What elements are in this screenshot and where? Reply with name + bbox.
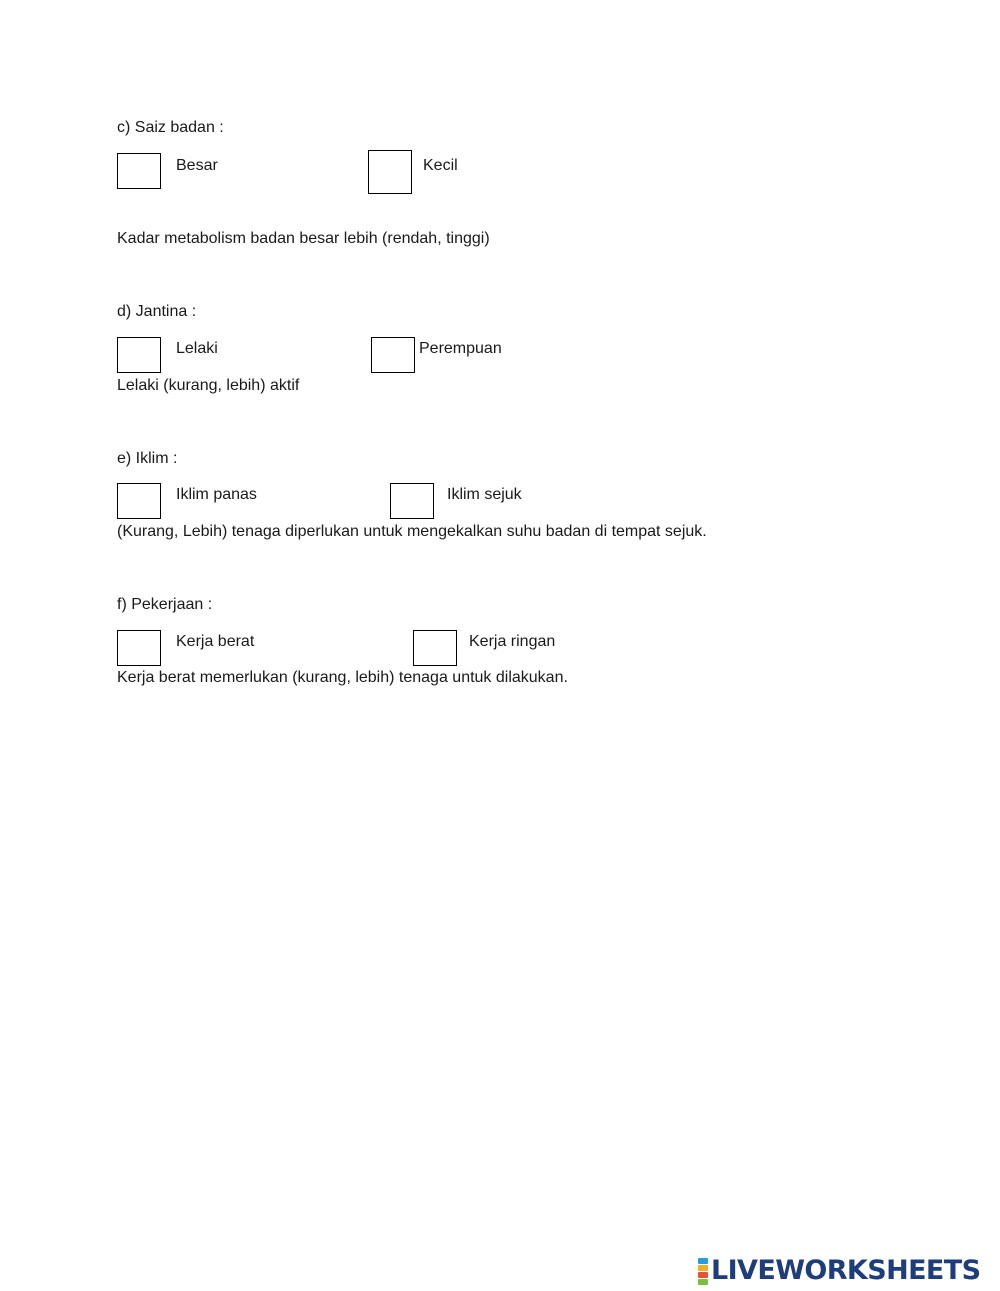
option-kerja-ringan-label: Kerja ringan [469,633,556,650]
checkbox-kerja-berat[interactable] [117,630,161,666]
option-iklim-sejuk-label: Iklim sejuk [447,486,522,503]
checkbox-kerja-ringan[interactable] [413,630,457,666]
checkbox-lelaki[interactable] [117,337,161,373]
logo-block-v [698,1272,708,1278]
section-d-heading: d) Jantina : [117,303,197,320]
logo-block-i [698,1265,708,1271]
option-kecil-label: Kecil [423,157,458,174]
logo-block-l [698,1258,708,1264]
option-lelaki-label: Lelaki [176,340,218,357]
section-d-statement: Lelaki (kurang, lebih) aktif [117,377,300,394]
option-kerja-berat-label: Kerja berat [176,633,255,650]
option-besar-label: Besar [176,157,218,174]
checkbox-perempuan[interactable] [371,337,415,373]
logo-blocks-icon [698,1258,708,1285]
section-f-heading: f) Pekerjaan : [117,596,213,613]
section-c-heading: c) Saiz badan : [117,119,224,136]
option-iklim-panas-label: Iklim panas [176,486,257,503]
section-e-statement: (Kurang, Lebih) tenaga diperlukan untuk mengekalkan suhu badan di tempat sejuk. [117,523,707,540]
checkbox-iklim-sejuk[interactable] [390,483,434,519]
section-c-statement: Kadar metabolism badan besar lebih (rendah, tinggi) [117,230,490,247]
checkbox-iklim-panas[interactable] [117,483,161,519]
logo-text: LIVEWORKSHEETS [711,1255,981,1286]
checkbox-kecil[interactable] [368,150,412,194]
option-perempuan-label: Perempuan [419,340,502,357]
checkbox-besar[interactable] [117,153,161,189]
liveworksheets-logo [698,1256,980,1286]
section-e-heading: e) Iklim : [117,450,178,467]
logo-block-e [698,1279,708,1285]
section-f-statement: Kerja berat memerlukan (kurang, lebih) tenaga untuk dilakukan. [117,669,568,686]
